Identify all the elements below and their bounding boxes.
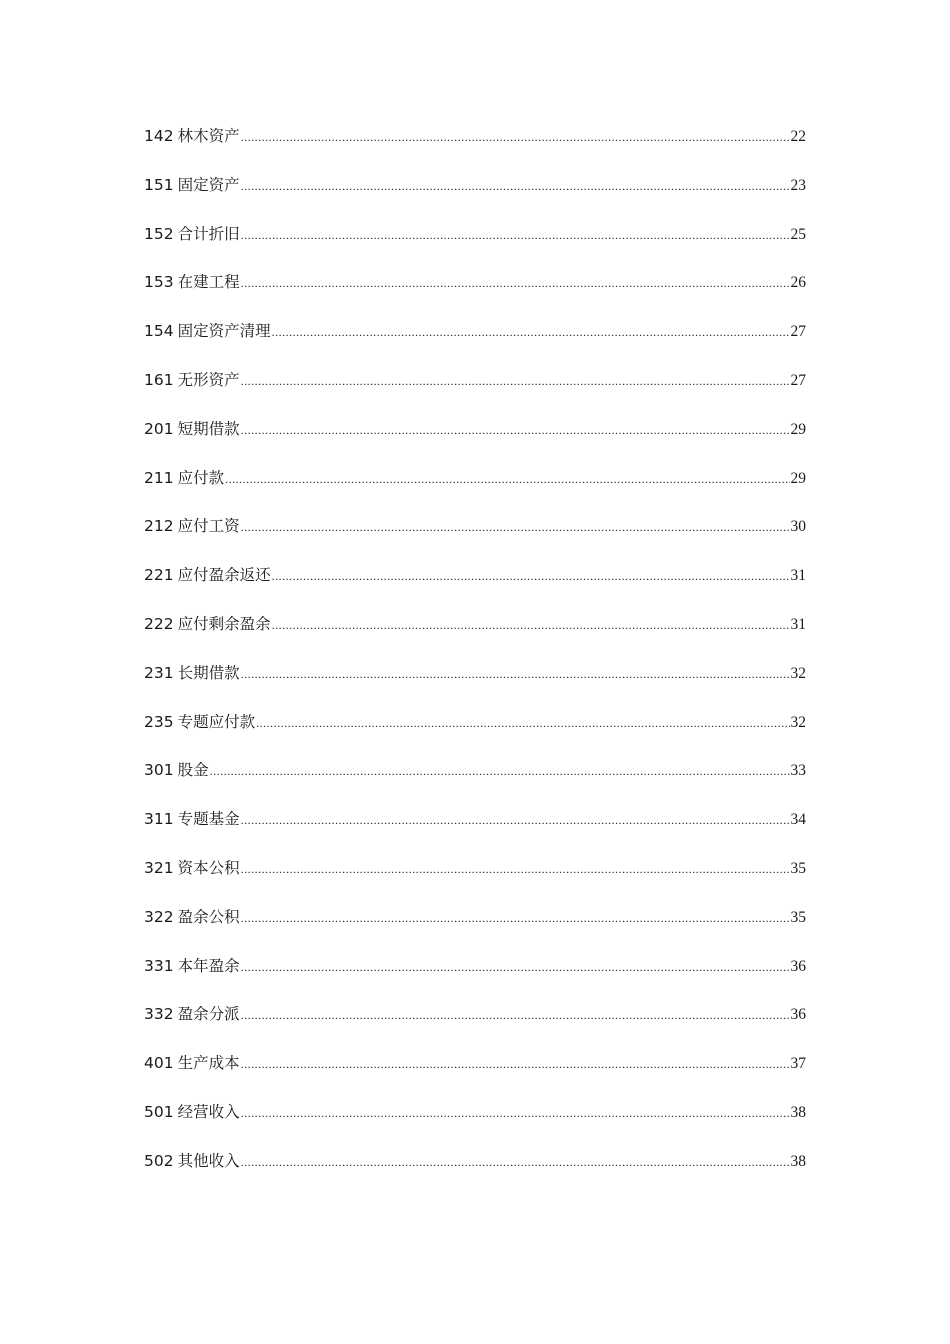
toc-entry-title: 应付剩余盈余 (177, 614, 271, 633)
toc-entry-page-number: 35 (790, 859, 806, 877)
toc-entry[interactable] (144, 317, 806, 366)
toc-entry-code: 201 (144, 419, 174, 438)
toc-entry-code: 142 (144, 127, 174, 145)
toc-entry-code: 322 (144, 907, 174, 926)
toc-entry-title: 生产成本 (177, 1054, 240, 1073)
toc-entry-title: 盈余分派 (177, 1005, 240, 1024)
toc-entry-page-number: 31 (790, 615, 806, 633)
toc-entry-title: 短期借款 (177, 419, 240, 438)
toc-entry-title: 在建工程 (177, 273, 240, 292)
toc-dot-leader (272, 318, 790, 346)
toc-entry-title: 无形资产 (177, 370, 240, 389)
toc-entry-page-number: 27 (790, 371, 806, 389)
toc-entry[interactable] (144, 610, 806, 659)
toc-entry-title: 股金 (177, 761, 209, 780)
toc-entry-code: 401 (144, 1054, 174, 1073)
toc-dot-leader (241, 953, 790, 981)
toc-entry-code: 311 (144, 810, 174, 829)
toc-entry[interactable] (144, 805, 806, 854)
toc-entry[interactable] (144, 464, 806, 513)
toc-entry-code: 211 (144, 468, 174, 487)
toc-dot-leader (272, 562, 790, 590)
toc-entry-page-number: 29 (790, 469, 806, 487)
toc-entry-title: 固定资产 (177, 175, 240, 194)
toc-entry[interactable] (144, 1049, 806, 1098)
toc-entry-page-number: 22 (790, 128, 806, 145)
toc-entry-page-number: 34 (790, 811, 806, 829)
toc-entry-title: 专题应付款 (177, 712, 256, 731)
table-of-contents (144, 122, 806, 1196)
toc-entry[interactable] (144, 1098, 806, 1147)
toc-dot-leader (241, 513, 790, 541)
toc-entry-code: 321 (144, 858, 174, 877)
toc-entry-page-number: 36 (790, 957, 806, 975)
toc-entry[interactable] (144, 220, 806, 269)
toc-entry-page-number: 23 (790, 176, 806, 194)
toc-entry-title: 固定资产清理 (177, 322, 271, 341)
toc-entry-code: 222 (144, 614, 174, 633)
toc-dot-leader (225, 465, 789, 493)
toc-entry-page-number: 30 (790, 518, 806, 536)
toc-entry-title: 应付款 (177, 468, 225, 487)
toc-entry-page-number: 38 (790, 1152, 806, 1170)
toc-entry-title: 经营收入 (177, 1102, 240, 1121)
toc-entry-code: 154 (144, 322, 174, 341)
toc-entry-title: 盈余公积 (177, 907, 240, 926)
toc-entry[interactable] (144, 268, 806, 317)
toc-entry-code: 161 (144, 370, 174, 389)
toc-dot-leader (241, 367, 790, 395)
toc-dot-leader (241, 660, 790, 688)
toc-dot-leader (241, 806, 790, 834)
toc-entry[interactable] (144, 171, 806, 220)
toc-entry-code: 151 (144, 175, 174, 194)
toc-entry[interactable] (144, 1147, 806, 1196)
toc-entry-page-number: 32 (790, 713, 806, 731)
toc-dot-leader (241, 269, 790, 297)
toc-entry-page-number: 38 (790, 1103, 806, 1121)
toc-dot-leader (256, 709, 789, 737)
toc-entry-title: 林木资产 (177, 127, 240, 145)
toc-entry-title: 资本公积 (177, 858, 240, 877)
toc-dot-leader (272, 611, 790, 639)
toc-entry-title: 应付工资 (177, 517, 240, 536)
toc-entry-page-number: 36 (790, 1006, 806, 1024)
toc-entry-page-number: 27 (790, 323, 806, 341)
toc-dot-leader (241, 1099, 790, 1127)
toc-entry[interactable] (144, 659, 806, 708)
toc-dot-leader (241, 1001, 790, 1029)
toc-entry-code: 212 (144, 517, 174, 536)
toc-dot-leader (241, 855, 790, 883)
toc-entry[interactable] (144, 122, 806, 171)
toc-entry-title: 本年盈余 (177, 956, 240, 975)
toc-dot-leader (241, 904, 790, 932)
toc-dot-leader (241, 416, 790, 444)
toc-entry-title: 专题基金 (177, 810, 240, 829)
toc-entry-title: 合计折旧 (177, 224, 240, 243)
toc-entry-code: 331 (144, 956, 174, 975)
toc-entry-code: 501 (144, 1102, 174, 1121)
toc-entry[interactable] (144, 756, 806, 805)
toc-dot-leader (241, 123, 790, 151)
toc-dot-leader (241, 1050, 790, 1078)
toc-entry-code: 301 (144, 761, 174, 780)
toc-entry-page-number: 37 (790, 1055, 806, 1073)
toc-dot-leader (241, 1148, 790, 1176)
toc-entry-code: 332 (144, 1005, 174, 1024)
toc-entry-page-number: 35 (790, 908, 806, 926)
toc-entry-code: 231 (144, 663, 174, 682)
toc-entry-page-number: 31 (790, 567, 806, 585)
toc-entry-title: 其他收入 (177, 1151, 240, 1170)
toc-entry[interactable] (144, 708, 806, 757)
toc-entry-title: 长期借款 (177, 663, 240, 682)
toc-entry[interactable] (144, 561, 806, 610)
toc-entry-code: 235 (144, 712, 174, 731)
toc-entry-code: 221 (144, 566, 174, 585)
toc-entry-page-number: 29 (790, 420, 806, 438)
toc-entry-code: 152 (144, 224, 174, 243)
toc-entry[interactable] (144, 512, 806, 561)
toc-entry-page-number: 32 (790, 664, 806, 682)
toc-dot-leader (241, 172, 790, 200)
toc-entry[interactable] (144, 415, 806, 464)
toc-dot-leader (241, 221, 790, 249)
toc-entry-page-number: 25 (790, 225, 806, 243)
toc-entry-page-number: 26 (790, 274, 806, 292)
toc-entry-page-number: 33 (790, 762, 806, 780)
toc-entry[interactable] (144, 854, 806, 903)
toc-dot-leader (210, 757, 790, 785)
toc-entry-code: 502 (144, 1151, 174, 1170)
toc-entry[interactable] (144, 366, 806, 415)
toc-entry[interactable] (144, 1000, 806, 1049)
toc-entry-code: 153 (144, 273, 174, 292)
toc-entry[interactable] (144, 952, 806, 1001)
toc-entry-title: 应付盈余返还 (177, 566, 271, 585)
toc-entry[interactable] (144, 903, 806, 952)
